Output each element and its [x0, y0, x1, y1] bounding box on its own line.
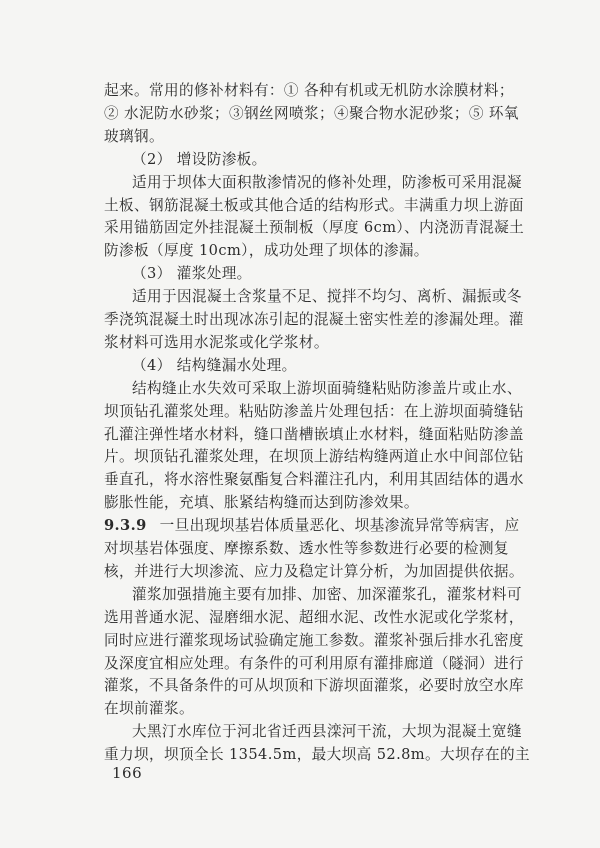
text-line: 防渗板（厚度 10cm），成功处理了坝体的渗漏。 [104, 242, 429, 260]
text-line: 土板、钢筋混凝土板或其他合适的结构形式。丰满重力坝上游面 [104, 196, 524, 214]
text-line: 玻璃钢。 [104, 127, 164, 145]
page-number: 166 [112, 764, 143, 782]
text-line: 灌浆加强措施主要有加排、加密、加深灌浆孔，灌浆材料可 [132, 585, 522, 603]
text-line: ② 水泥防水砂浆；③钢丝网喷浆；④聚合物水泥砂浆；⑤ 环氧 [104, 104, 519, 122]
subheading: （2） 增设防渗板。 [132, 150, 267, 168]
text-line: 选用普通水泥、湿磨细水泥、超细水泥、改性水泥或化学浆材， [104, 608, 524, 626]
text-line: 坝顶钻孔灌浆处理。粘贴防渗盖片处理包括：在上游坝面骑缝钻 [104, 402, 524, 420]
text-line: 膨胀性能，充填、胀紧结构缝而达到防渗效果。 [104, 494, 419, 512]
text-line: 孔灌注弹性堵水材料，缝口凿槽嵌填止水材料，缝面粘贴防渗盖 [104, 425, 524, 443]
text-line: 在坝前灌浆。 [104, 700, 194, 718]
section-text: 一旦出现坝基岩体质量恶化、坝基渗流异常等病害，应 [159, 517, 520, 535]
text-line: 适用于因混凝土含浆量不足、搅拌不均匀、离析、漏振或冬 [132, 288, 522, 306]
text-line: 浆材料可选用水泥浆或化学浆材。 [104, 333, 329, 351]
text-line: 大黑汀水库位于河北省迁西县滦河干流，大坝为混凝土宽缝 [132, 723, 522, 741]
subheading: （4） 结构缝漏水处理。 [132, 356, 297, 374]
text-line: 对坝基岩体强度、摩擦系数、透水性等参数进行必要的检测复 [104, 540, 509, 557]
text-line: 核，并进行大坝渗流、应力及稳定计算分析，为加固提供依据。 [104, 562, 524, 580]
subheading: （3） 灌浆处理。 [132, 265, 252, 283]
text-line: 重力坝，坝顶全长 1354.5m，最大坝高 52.8m。大坝存在的主 [104, 746, 530, 764]
text-line: 适用于坝体大面积散渗情况的修补处理，防渗板可采用混凝 [132, 173, 522, 191]
text-line: 灌浆，不具备条件的可从坝顶和下游坝面灌浆，必要时放空水库 [104, 677, 524, 695]
text-line: 采用锚筋固定外挂混凝土预制板（厚度 6cm）、内浇沥青混凝土 [104, 219, 525, 237]
text-line: 片。坝顶钻孔灌浆处理，在坝顶上游结构缝两道止水中间部位钻 [104, 448, 524, 466]
text-line: 及深度宜相应处理。有条件的可利用原有灌排廊道（隧洞）进行 [104, 654, 524, 672]
text-line: 结构缝止水失效可采取上游坝面骑缝粘贴防渗盖片或止水、 [132, 379, 522, 397]
text-line: 垂直孔，将水溶性聚氨酯复合料灌注孔内，利用其固结体的遇水 [104, 471, 524, 489]
text-line: 同时应进行灌浆现场试验确定施工参数。灌浆补强后排水孔密度 [104, 631, 524, 649]
section-number: 9.3.9 [104, 517, 147, 535]
text-line: 起来。常用的修补材料有：① 各种有机或无机防水涂膜材料； [104, 82, 514, 99]
text-line: 季浇筑混凝土时出现冰冻引起的混凝土密实性差的渗漏处理。灌 [104, 311, 524, 328]
